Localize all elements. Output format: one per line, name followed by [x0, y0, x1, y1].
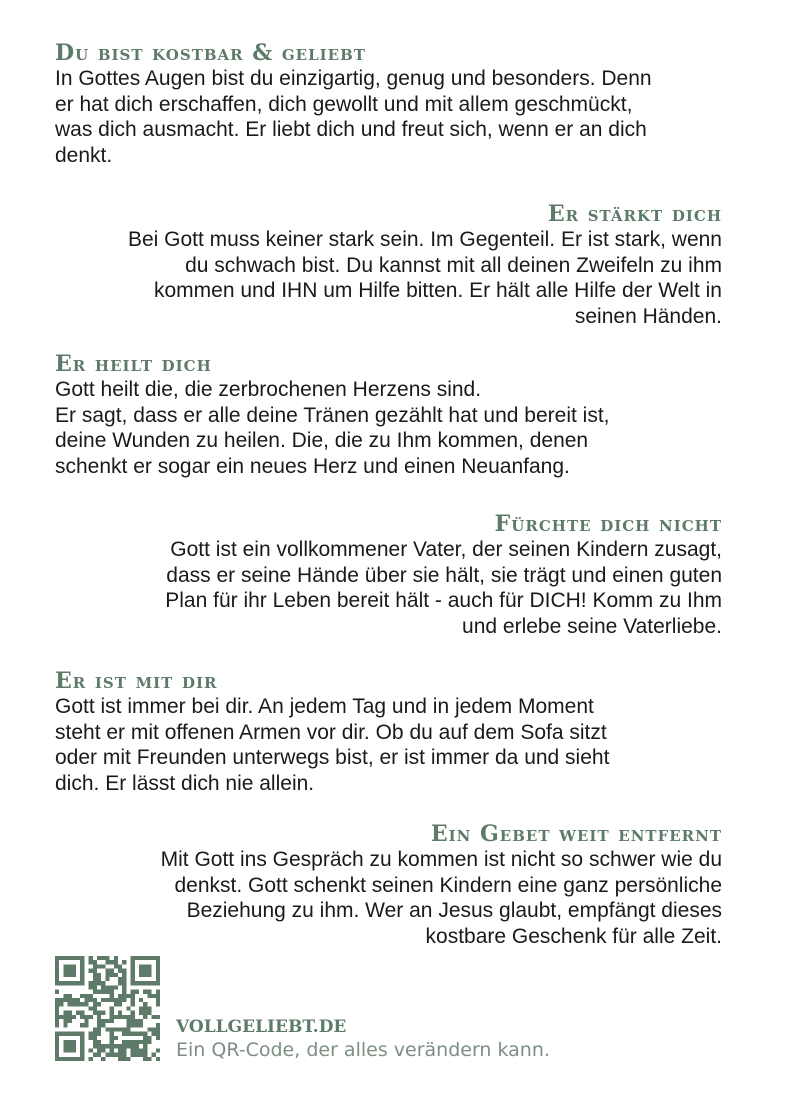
section-text-line: Er sagt, dass er alle deine Tränen gezählt hat und bereit ist, [55, 403, 610, 427]
section-text-line: schenkt er sogar ein neues Herz und einen Neuanfang. [55, 454, 570, 478]
section-text-line: deine Wunden zu heilen. Die, die zu Ihm kommen, denen [55, 429, 589, 452]
website-link[interactable]: VOLLGELIEBT.DE [176, 1017, 347, 1037]
section-heading: Ein Gebet weit entfernt [430, 821, 722, 847]
section-text-line: dass er seine Hände über sie hält, sie trägt und einen guten [166, 563, 722, 587]
section-heading: Er heilt dich [55, 351, 212, 377]
section-text-line: oder mit Freunden unterwegs bist, er ist immer da und sieht [55, 746, 610, 769]
section-text-line: Gott heilt die, die zerbrochenen Herzens sind. [55, 378, 482, 401]
section [55, 40, 722, 168]
section-text-line: Bei Gott muss keiner stark sein. Im Gegenteil. Er ist stark, wenn [127, 228, 722, 251]
section-text-line: In Gottes Augen bist du einzigartig, genug und besonders. Denn [55, 67, 652, 90]
section-text-line: du schwach bist. Du kannst mit all deinen Zweifeln zu ihm [185, 253, 722, 277]
section [55, 511, 722, 639]
section-heading: Er ist mit dir [55, 668, 218, 694]
section-text-line: Gott ist immer bei dir. An jedem Tag und in jedem Moment [55, 695, 594, 718]
section-text-line: Beziehung zu ihm. Wer an Jesus glaubt, empfängt dieses [186, 899, 722, 922]
section-text-line: was dich ausmacht. Er liebt dich und freut sich, wenn er an dich [55, 118, 647, 141]
section-text-line: denkst. Gott schenkt seinen Kindern eine ganz persönliche [174, 873, 722, 897]
section-text-line: Plan für ihr Leben bereit hält - auch für DICH! Komm zu Ihm [165, 589, 722, 612]
section-text-line: Mit Gott ins Gespräch zu kommen ist nicht so schwer wie du [160, 848, 722, 871]
section-text-line: Gott ist ein vollkommener Vater, der seinen Kindern zusagt, [170, 538, 722, 561]
section [55, 821, 722, 949]
section-heading: Fürchte dich nicht [494, 511, 722, 537]
section-text-line: und erlebe seine Vaterliebe. [462, 614, 722, 638]
section-text-line: er hat dich erschaffen, dich gewollt und mit allem geschmückt, [55, 92, 633, 116]
section-heading: Du bist kostbar & geliebt [55, 40, 366, 66]
footer [176, 1016, 550, 1062]
section [55, 201, 722, 329]
qr-code[interactable] [55, 956, 160, 1061]
section [55, 668, 722, 796]
footer-tagline: Ein QR-Code, der alles verändern kann. [176, 1039, 550, 1061]
section-text-line: dich. Er lässt dich nie allein. [55, 771, 315, 795]
section-text-line: seinen Händen. [574, 304, 722, 328]
section [55, 351, 722, 479]
section-text-line: denkt. [55, 143, 113, 167]
section-text-line: kostbare Geschenk für alle Zeit. [425, 924, 722, 948]
section-text-line: steht er mit offenen Armen vor dir. Ob du auf dem Sofa sitzt [55, 720, 607, 744]
section-heading: Er stärkt dich [547, 201, 722, 227]
section-text-line: kommen und IHN um Hilfe bitten. Er hält alle Hilfe der Welt in [153, 279, 722, 302]
